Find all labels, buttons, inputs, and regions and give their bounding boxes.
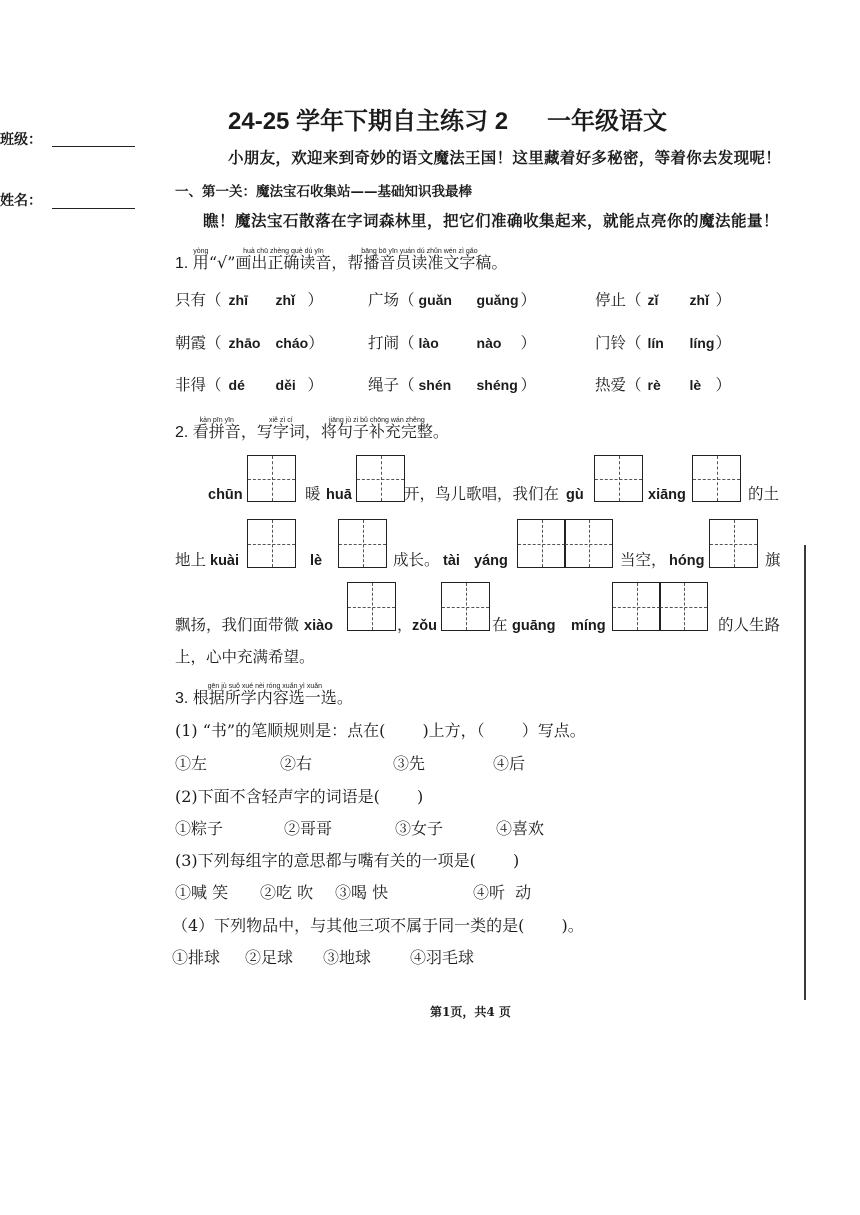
writing-grid-cell	[247, 519, 296, 568]
annotated-word	[235, 248, 332, 272]
writing-grid-cell	[564, 519, 613, 568]
pinyin-prompt: xiào	[304, 618, 334, 634]
q3-stem: (1) “书”的笔顺规则是：点在( )上方，（ ）写点。	[175, 721, 586, 740]
choice-option: ②右	[280, 754, 313, 773]
punctuation: ，	[331, 253, 348, 272]
q3-stem: (3)下列每组字的意思都与嘴有关的一项是( )	[175, 851, 520, 870]
choice-option: ④羽毛球	[410, 948, 475, 967]
exam-title: 24-25 学年下期自主练习 2	[228, 108, 509, 135]
choice-option: ①排球	[172, 948, 221, 967]
reading-item	[175, 293, 323, 309]
hanzi-text: 帮播音员读准文字稿	[347, 253, 492, 272]
reading-word: 绳子（	[368, 376, 415, 394]
reading-item	[595, 293, 731, 309]
pinyin-annotation: kàn pīn yīn	[199, 417, 234, 424]
sentence-text: ，	[397, 616, 413, 634]
reading-item	[595, 378, 731, 394]
reading-item	[368, 378, 536, 394]
hanzi-text: 用	[192, 253, 209, 272]
name-blank-line	[52, 208, 135, 209]
pinyin-prompt: kuài	[210, 553, 240, 569]
writing-grid-cell	[347, 582, 396, 631]
pinyin-option: zhǐ	[275, 292, 295, 308]
pinyin-annotation: huà chū zhèng què dú yīn	[243, 248, 324, 255]
sentence-text: 当空，	[620, 551, 667, 569]
q3-stem: （4）下列物品中，与其他三项不属于同一类的是( )。	[172, 916, 584, 935]
sentence-text: 成长。	[393, 551, 440, 569]
pinyin-option: lào	[418, 335, 439, 351]
reading-word: 热爱（	[595, 376, 642, 394]
pinyin-prompt: zǒu	[412, 618, 437, 634]
pinyin-prompt: tài	[443, 553, 460, 569]
page-number: 第1页，共4 页	[430, 1005, 511, 1019]
hanzi-text: 将句子补充完整	[320, 422, 433, 441]
pinyin-option: shéng	[476, 377, 518, 393]
class-label: 班级：	[0, 132, 42, 148]
section-prompt: 瞧！魔法宝石散落在字词森林里，把它们准确收集起来，就能点亮你的魔法能量！	[203, 212, 780, 230]
pinyin-prompt: guāng	[512, 618, 556, 634]
choice-option: ③喝 快	[335, 883, 389, 902]
sentence-text: 的土	[748, 485, 780, 503]
hanzi-text: 看拼音	[192, 422, 241, 441]
close-paren: ）	[520, 376, 537, 394]
choice-option: ②足球	[245, 948, 294, 967]
pinyin-option: zhāo	[228, 335, 261, 351]
q1-number: 1.	[175, 255, 193, 272]
reading-word: 只有（	[175, 291, 222, 309]
choice-option: ④后	[493, 754, 526, 773]
writing-grid-cell	[659, 582, 708, 631]
pinyin-prompt: hóng	[669, 553, 705, 569]
pinyin-option: zhī	[228, 292, 248, 308]
sentence-text: 上，心中充满希望。	[175, 648, 315, 666]
sentence-text: 暖	[305, 485, 321, 503]
q1-check-mark: “√”	[208, 253, 236, 272]
sentence-text: 飘扬，我们面带微	[175, 616, 300, 634]
scan-edge-line	[804, 545, 806, 1000]
q3-stem: (2)下面不含轻声字的词语是( )	[175, 787, 424, 806]
pinyin-option: cháo	[275, 335, 309, 351]
q3-number: 3.	[175, 690, 193, 707]
writing-grid-cell	[338, 519, 387, 568]
choice-option: ④喜欢	[496, 819, 545, 838]
punctuation: 。	[491, 253, 508, 272]
reading-word: 门铃（	[595, 334, 642, 352]
pinyin-option: zǐ	[647, 292, 659, 308]
writing-grid-cell	[247, 455, 296, 502]
pinyin-option: nào	[476, 335, 502, 351]
hanzi-text: 写字词	[256, 422, 305, 441]
choice-option: ③先	[393, 754, 426, 773]
reading-item	[175, 378, 323, 394]
pinyin-option: guǎng	[476, 292, 519, 308]
choice-option: ①喊 笑	[175, 883, 229, 902]
reading-word: 朝霞（	[175, 334, 222, 352]
pinyin-option: líng	[689, 335, 715, 351]
annotated-word	[192, 683, 337, 707]
close-paren: ）	[715, 376, 732, 394]
annotated-word	[256, 417, 305, 441]
sentence-text: 在	[492, 616, 508, 634]
sentence-text: 开，鸟儿歌唱，我们在	[404, 485, 560, 503]
writing-grid-cell	[692, 455, 741, 502]
q3-title	[175, 683, 353, 707]
pinyin-prompt: gù	[566, 487, 584, 503]
section-heading: 一、第一关：魔法宝石收集站——基础知识我最棒	[175, 184, 472, 200]
annotated-word	[320, 417, 433, 441]
annotated-word	[192, 248, 209, 272]
pinyin-option: guǎn	[418, 292, 452, 308]
pinyin-option: lè	[689, 377, 702, 393]
writing-grid-cell	[612, 582, 661, 631]
sentence-text: 地上	[175, 551, 207, 569]
pinyin-annotation: jiāng jù zi bǔ chōng wán zhěng	[328, 417, 425, 424]
hanzi-text: 根据所学内容选一选	[192, 688, 337, 707]
punctuation: 。	[432, 422, 449, 441]
choice-option: ③女子	[395, 819, 444, 838]
hanzi-text: 画出正确读音	[235, 253, 332, 272]
punctuation: 。	[336, 688, 353, 707]
close-paren: ）	[715, 291, 732, 309]
pinyin-option: lín	[647, 335, 664, 351]
class-blank-line	[52, 146, 135, 147]
pinyin-annotation: xiě zì cí	[268, 417, 293, 424]
choice-option: ②吃 吹	[260, 883, 314, 902]
writing-grid-cell	[517, 519, 566, 568]
punctuation: ，	[240, 422, 257, 441]
choice-option: ②哥哥	[284, 819, 333, 838]
reading-item	[595, 336, 731, 352]
choice-option: ③地球	[323, 948, 372, 967]
intro-text: 小朋友，欢迎来到奇妙的语文魔法王国！这里藏着好多秘密，等着你去发现呢！	[228, 149, 782, 167]
pinyin-prompt: yáng	[474, 553, 508, 569]
pinyin-option: dé	[228, 377, 245, 393]
reading-item	[368, 336, 536, 352]
writing-grid-cell	[356, 455, 405, 502]
q1-title	[175, 248, 508, 272]
close-paren: ）	[520, 291, 537, 309]
pinyin-option: rè	[647, 377, 661, 393]
pinyin-option: shén	[418, 377, 452, 393]
sentence-text: 旗	[765, 551, 781, 569]
close-paren: ）	[715, 334, 732, 352]
reading-word: 打闹（	[368, 334, 415, 352]
pinyin-option: děi	[275, 377, 296, 393]
writing-grid-cell	[441, 582, 490, 631]
close-paren: ）	[520, 334, 537, 352]
punctuation: ，	[304, 422, 321, 441]
pinyin-prompt: míng	[571, 618, 606, 634]
choice-option: ④听 动	[473, 883, 532, 902]
writing-grid-cell	[594, 455, 643, 502]
q2-title	[175, 417, 449, 441]
reading-word: 停止（	[595, 291, 642, 309]
close-paren: ）	[308, 334, 324, 352]
sentence-text: 的人生路	[718, 616, 781, 634]
pinyin-option: zhǐ	[689, 292, 709, 308]
writing-grid-cell	[709, 519, 758, 568]
pinyin-annotation: yòng	[193, 248, 209, 255]
annotated-word	[192, 417, 241, 441]
pinyin-prompt: xiāng	[648, 487, 686, 503]
close-paren: ）	[307, 291, 324, 309]
reading-item	[368, 293, 536, 309]
close-paren: ）	[307, 376, 324, 394]
pinyin-prompt: lè	[310, 553, 323, 569]
reading-word: 非得（	[175, 376, 222, 394]
pinyin-annotation: gēn jù suǒ xué nèi róng xuǎn yì xuǎn	[207, 683, 323, 690]
annotated-word	[347, 248, 492, 272]
pinyin-prompt: huā	[326, 487, 352, 503]
choice-option: ①粽子	[175, 819, 224, 838]
reading-item	[175, 336, 324, 352]
reading-word: 广场（	[368, 291, 415, 309]
pinyin-annotation: bāng bō yīn yuán dú zhǔn wén zì gǎo	[361, 248, 478, 255]
q2-number: 2.	[175, 424, 193, 441]
exam-subject: 一年级语文	[547, 108, 667, 135]
name-label: 姓名：	[0, 193, 42, 209]
pinyin-prompt: chūn	[208, 487, 243, 503]
choice-option: ①左	[175, 754, 208, 773]
